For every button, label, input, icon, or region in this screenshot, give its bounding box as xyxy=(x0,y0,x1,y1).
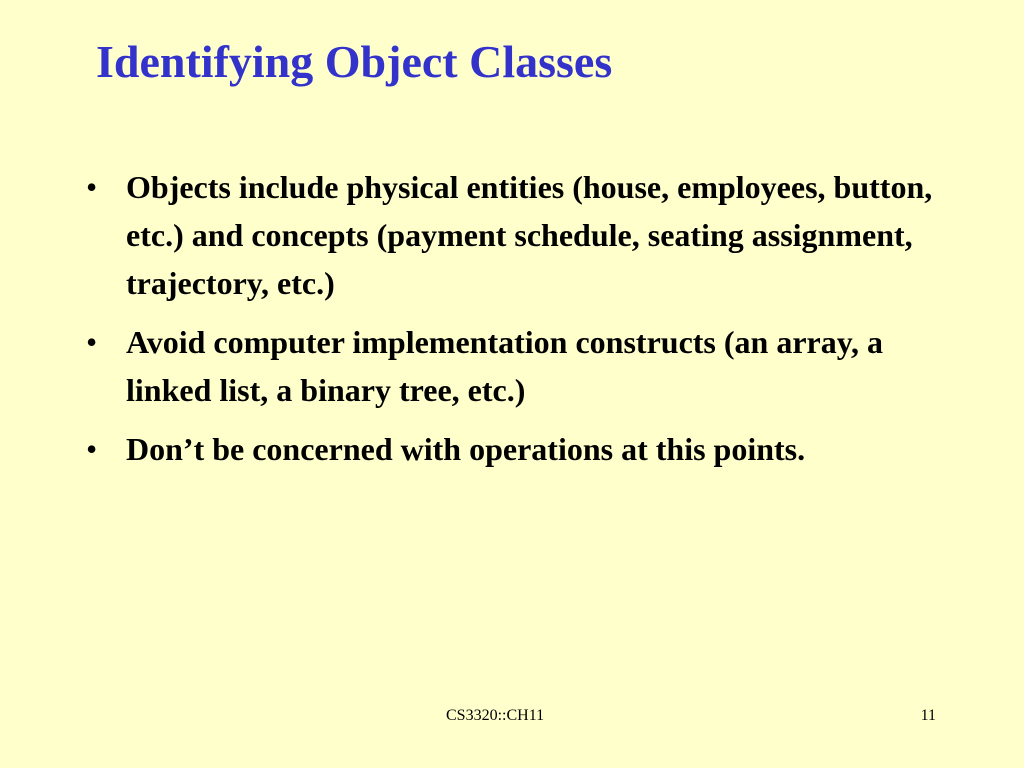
footer-page-number: 11 xyxy=(920,707,936,724)
bullet-marker-icon: • xyxy=(86,324,98,360)
bullet-text: Avoid computer implementation constructs (an array, a linked list, a binary tree, etc.) xyxy=(126,324,883,408)
bullet-marker-icon: • xyxy=(86,431,98,467)
bullet-item xyxy=(86,425,956,473)
bullet-item xyxy=(86,318,956,414)
bullet-text: Objects include physical entities (house, employees, button, etc.) and concepts (payment schedule, seating assignment, trajectory, etc.) xyxy=(126,169,933,301)
bullet-text: Don’t be concerned with operations at this points. xyxy=(126,431,806,467)
bullet-item xyxy=(86,163,956,307)
bullet-marker-icon: • xyxy=(86,169,98,205)
footer-course-label: CS3320::CH11 xyxy=(446,707,545,724)
bullet-list xyxy=(86,163,956,484)
slide-title: Identifying Object Classes xyxy=(96,36,613,87)
